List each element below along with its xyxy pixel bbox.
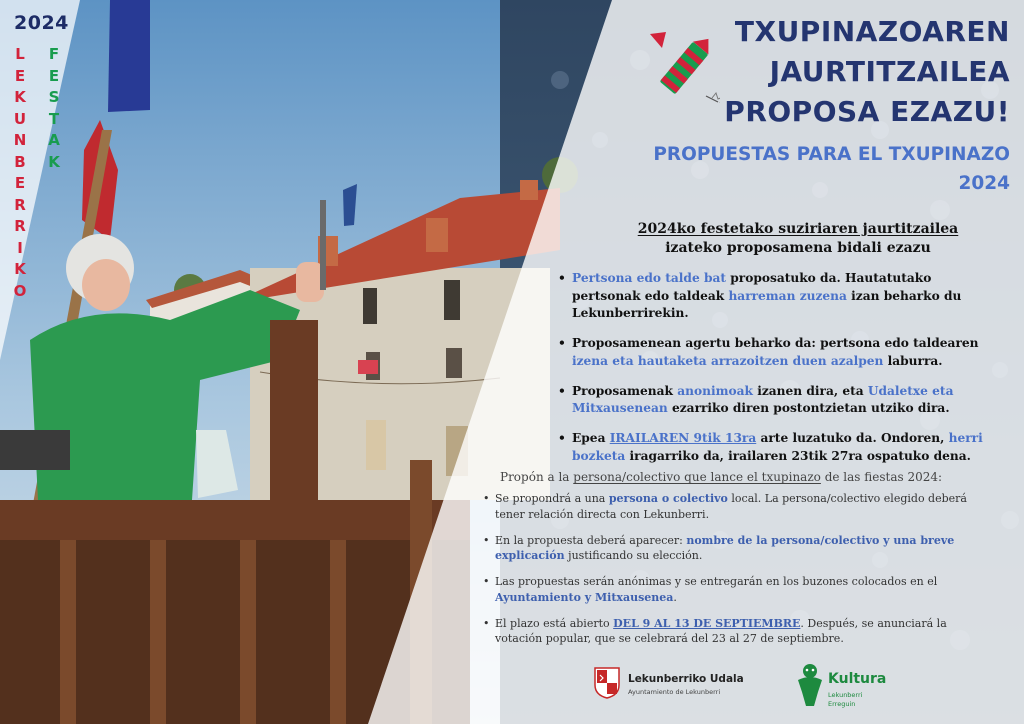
list-item-text: local. La persona/colectivo elegido deberá tener relación directa con Lekunberri. xyxy=(495,492,967,521)
underlined-date-text: DEL 9 AL 13 DE SEPTIEMBRE xyxy=(613,616,801,630)
kultura-logo xyxy=(794,660,894,716)
kultura-figure-icon xyxy=(794,662,826,708)
lekunberriko-udala-logo xyxy=(594,663,744,707)
list-item-text: . xyxy=(673,590,677,604)
spanish-heading-underlined: persona/colectivo que lance el txupinazo xyxy=(573,470,821,484)
list-item-text: izan beharko du Lekunberrirekin. xyxy=(572,288,962,320)
euskara-heading-line-1: 2024ko festetako suziriaren jaurtitzailea xyxy=(637,221,959,237)
udala-subtitle: Ayuntamiento de Lekunberri xyxy=(628,688,721,696)
list-item xyxy=(483,491,993,522)
list-item-text: Las propuestas serán anónimas y se entregarán en los buzones colocados en el xyxy=(495,575,938,588)
vertical-letter: K xyxy=(14,260,26,278)
subtitle-line-1: PROPUESTAS PARA EL TXUPINAZO xyxy=(653,144,1010,165)
highlighted-text: anonimoak xyxy=(677,383,753,398)
vertical-letter: E xyxy=(48,66,60,85)
spanish-list xyxy=(483,491,993,657)
firework-rocket-icon xyxy=(648,28,720,110)
kultura-name: Kultura xyxy=(828,671,887,687)
udala-name: Lekunberriko Udala xyxy=(628,673,744,685)
highlighted-text: harreman zuzena xyxy=(728,288,847,303)
list-item xyxy=(483,616,993,647)
list-item xyxy=(483,533,993,564)
vertical-letter: S xyxy=(48,88,60,106)
vertical-letter: E xyxy=(14,66,26,85)
vertical-letter: L xyxy=(15,45,25,63)
highlighted-text: izena eta hautaketa arrazoitzen duen azalpen xyxy=(572,353,884,368)
vertical-letter: N xyxy=(13,131,27,149)
list-item-text: El plazo está abierto xyxy=(495,616,614,630)
euskara-list xyxy=(558,270,988,478)
subtitle-line-2: 2024 xyxy=(958,173,1010,194)
list-item-text: Se propondrá a una xyxy=(495,492,609,505)
vertical-letter: E xyxy=(14,174,26,192)
highlighted-text: Udaletxe eta Mitxausenean xyxy=(572,383,954,415)
highlighted-text: Pertsona edo talde bat xyxy=(572,271,727,285)
title-line-2: JAURTITZAILEA xyxy=(769,55,1010,88)
list-item xyxy=(483,574,993,605)
main-title xyxy=(724,12,1010,132)
vertical-letter: A xyxy=(48,131,60,149)
list-item-text: justificando su elección. xyxy=(564,549,703,562)
list-item-text: . Después, se anunciará la votación popular, que se celebrará del 23 al 27 de septiembre. xyxy=(495,616,947,645)
highlighted-text: herri bozketa xyxy=(572,431,983,463)
vertical-letter: R xyxy=(14,195,26,214)
title-line-3: PROPOSA EZAZU! xyxy=(724,95,1010,128)
list-item-text: Epea xyxy=(572,431,610,445)
title-line-1: TXUPINAZOAREN xyxy=(734,15,1010,48)
list-item-text: En la propuesta deberá aparecer: xyxy=(495,533,687,547)
list-item-text: Proposamenak xyxy=(572,383,678,398)
list-item-text: arte luzatuko da. Ondoren, xyxy=(756,431,949,445)
highlighted-text: Ayuntamiento y Mitxausenea xyxy=(495,590,674,604)
side-year: 2024 xyxy=(14,12,69,34)
euskara-heading-line-2: izateko proposamena bidali ezazu xyxy=(665,240,931,256)
highlighted-text: persona o colectivo xyxy=(608,492,728,505)
vertical-letter: K xyxy=(48,152,60,171)
list-item xyxy=(558,270,988,323)
coat-of-arms-icon xyxy=(594,667,620,699)
vertical-letter: I xyxy=(17,238,23,257)
subtitle xyxy=(653,140,1010,198)
vertical-word-lekunberriko xyxy=(12,44,28,302)
vertical-letter: O xyxy=(13,281,27,300)
vertical-letter: U xyxy=(13,109,27,128)
vertical-word-festak xyxy=(46,44,62,173)
list-item xyxy=(558,430,988,465)
vertical-letter: T xyxy=(48,109,60,128)
list-item-text: izanen dira, eta xyxy=(752,383,868,398)
kultura-sub-2: Erreguin xyxy=(828,700,856,708)
underlined-date-text: IRAILAREN 9tik 13ra xyxy=(609,431,757,445)
list-item-text: iragarriko da, irailaren 23tik 27ra ospatuko dena. xyxy=(625,448,971,463)
vertical-letter: K xyxy=(14,88,26,106)
list-item-text: Proposamenean agertu beharko da: pertsona edo taldearen xyxy=(572,336,979,350)
list-item-text: laburra. xyxy=(883,353,943,368)
list-item xyxy=(558,335,988,370)
highlighted-text: nombre de la persona/colectivo y una breve explicación xyxy=(495,533,955,562)
vertical-letter: R xyxy=(14,217,26,235)
list-item xyxy=(558,383,988,418)
euskara-heading xyxy=(548,220,1024,258)
spanish-heading-pre: Propón a la xyxy=(500,470,574,484)
spanish-heading xyxy=(500,469,942,485)
vertical-letter: F xyxy=(48,45,60,63)
list-item-text: proposatuko da. Hautatutako pertsonak edo taldeak xyxy=(572,271,932,303)
kultura-sub-1: Lekunberri xyxy=(828,691,863,699)
vertical-letter: B xyxy=(14,152,26,171)
spanish-heading-post: de las fiestas 2024: xyxy=(820,470,943,484)
list-item-text: ezarriko diren postontzietan utziko dira. xyxy=(667,401,950,415)
